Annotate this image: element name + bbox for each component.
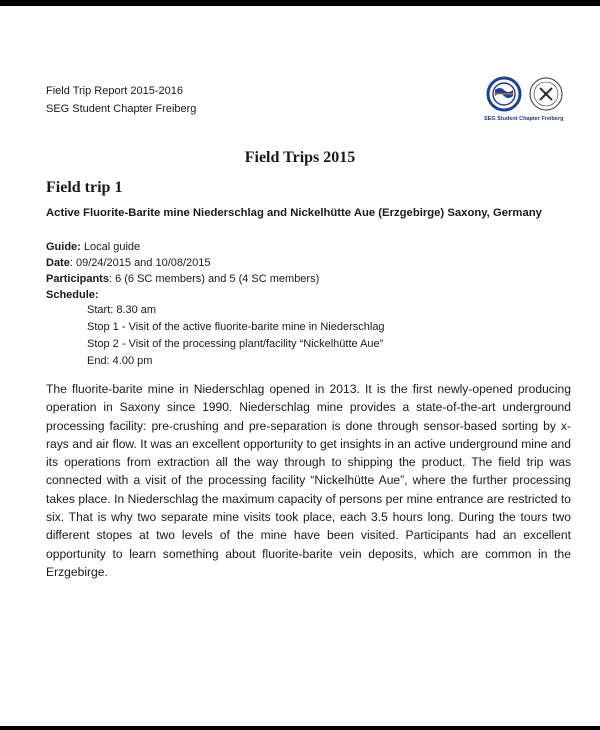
- page-title: Field Trips 2015: [244, 149, 356, 166]
- schedule-list: [87, 302, 385, 370]
- date-value: : 09/24/2015 and 10/08/2015: [69, 257, 211, 269]
- report-header-line2: SEG Student Chapter Freiberg: [46, 103, 197, 115]
- participants-value: : 6 (6 SC members) and 5 (4 SC members): [108, 273, 320, 285]
- guide-label: Guide:: [46, 241, 81, 253]
- guide-line: [46, 239, 319, 255]
- trip-heading: Field trip 1: [46, 179, 123, 196]
- participants-line: [46, 271, 319, 287]
- participants-label: Participants: [46, 273, 109, 285]
- trip-info: [46, 239, 319, 303]
- date-line: [46, 255, 319, 271]
- document-page: [0, 6, 600, 726]
- trip-description: The fluorite-barite mine in Niederschlag opened in 2013. It is the first newly-opened producing operation in Saxony since 1990. Niederschlag mine provides a state-of-the-art underground processing facility: pre-crushing and pre-separation is done through sensor-based sorting by x-rays and air flow. It was an excellent opportunity to get insights in an active underground mine and its operations from extraction all the way through to shipping the product. The field trip was connected with a visit of the processing facility “Nickelhütte Aue”, where the further processing takes place. In Niederschlag the maximum capacity of persons per mine entrance are restricted to six. That is why two separate mine visits took place, each 3.5 hours long. During the tours two different stopes at two levels of the mine have been visited. Participants had an excellent opportunity to learn something about fluorite-barite vein deposits, which are common in the Erzgebirge.: [46, 382, 571, 579]
- globe-logo-icon: [488, 78, 520, 110]
- schedule-item: Start: 8.30 am: [87, 304, 157, 316]
- trip-subtitle: Active Fluorite-Barite mine Niederschlag and Nickelhütte Aue (Erzgebirge) Saxony, Germany: [46, 207, 542, 219]
- logo-caption: SEG Student Chapter Freiberg: [484, 116, 564, 122]
- schedule-label: Schedule:: [46, 289, 99, 301]
- guide-value: Local guide: [80, 241, 141, 253]
- date-label: Date: [46, 257, 70, 269]
- report-header: [46, 82, 196, 118]
- schedule-item: Stop 1 - Visit of the active fluorite-barite mine in Niederschlag: [87, 321, 385, 333]
- schedule-item: End: 4.00 pm: [87, 355, 153, 367]
- university-seal-icon: [530, 78, 562, 110]
- schedule-item: Stop 2 - Visit of the processing plant/facility “Nickelhütte Aue”: [87, 338, 384, 350]
- report-header-line1: Field Trip Report 2015-2016: [46, 85, 183, 97]
